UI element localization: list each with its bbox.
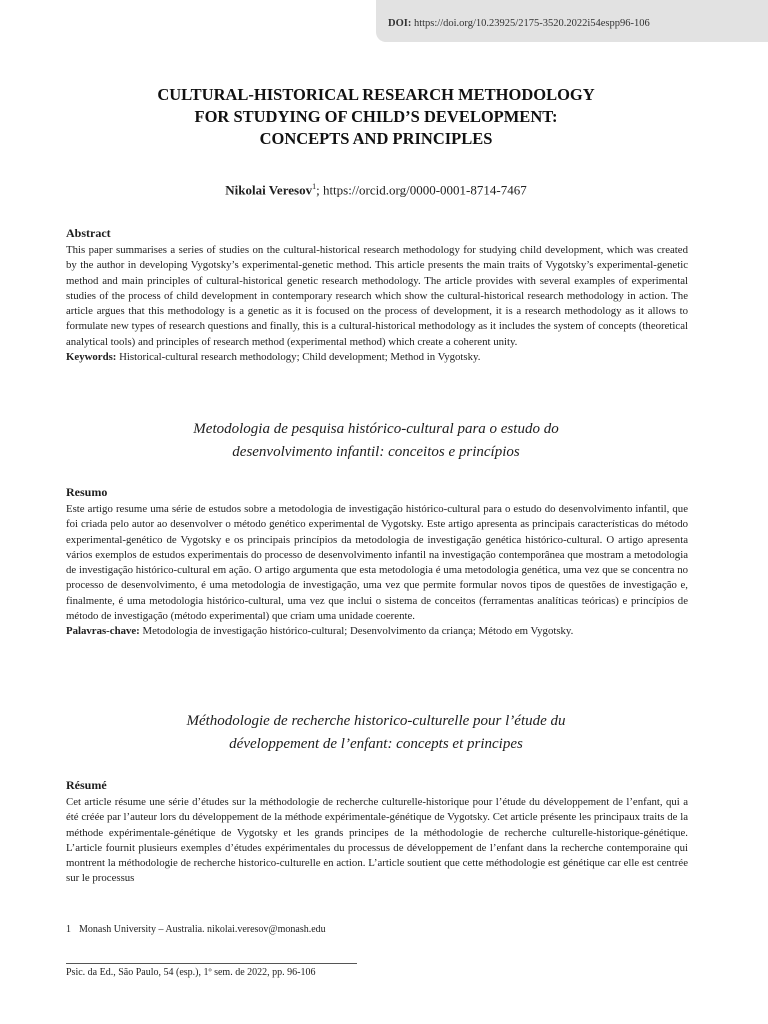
doi-text [388,18,650,29]
footnote [66,924,326,935]
title-line-2: FOR STUDYING OF CHILD’S DEVELOPMENT: [194,107,558,126]
resumo-body [66,502,688,640]
abstract-keywords [66,350,688,365]
footnote-text: Monash University – Australia. nikolai.veresov@monash.edu [79,924,326,935]
author-orcid[interactable]: ; https://orcid.org/0000-0001-8714-7467 [316,182,527,198]
french-title [60,710,692,755]
keywords-label: Keywords: [66,351,117,364]
resume-heading: Résumé [66,778,107,792]
resume-body [66,795,688,887]
author-line [60,182,692,198]
doi-banner [376,0,768,42]
footer-divider [66,963,357,964]
resumo-keywords [66,624,688,639]
abstract-body [66,243,688,365]
author-footnote-mark: 1 [312,182,317,191]
french-title-line-1: Méthodologie de recherche historico-culturelle pour l’étude du [186,713,566,729]
resume-text: Cet article résume une série d’études sur la méthodologie de recherche culturelle-historique pour l’étude du développement de l’enfant, qui a été créée par l’auteur lors du développement de la méthode expérimentale-génétique de Vygotsky. Cet article présente les principaux traits de la méthode expérimentale-génétique de Vygotsky et les grands principes de la méthodologie de recherche culturelle-historique-génétique. L’article fournit plusieurs exemples d’études expérimentales du processus de développement de l’enfant dans la recherche contemporaine qui montrent la méthodologie de recherche historico-culturelle en action. L’article soutient que cette méthodologie est génétique car elle est centrée sur le processus [66,796,688,885]
french-title-line-2: développement de l’enfant: concepts et principes [229,735,523,752]
abstract-heading: Abstract [66,226,111,240]
resumo-text: Este artigo resume uma série de estudos sobre a metodologia de investigação histórico-cultural para o estudo do desenvolvimento infantil, que foi criada pelo autor ao desenvolver o método genético experimental de Vygotsky. Este artigo apresenta as principais características do método experimental-genético de Vygotsky e os principais princípios da metodologia de investigação genética histórico-cultural. O artigo apresenta vários exemplos de estudos experimentais do processo de desenvolvimento infantil na investigação contemporânea que mostram a metodologia de investigação histórico-cultural em ação. O artigo argumenta que esta metodologia é uma metodologia genética, uma vez que se concentra no processo de desenvolvimento, é uma metodologia de investigação, uma vez que permite formular novos tipos de questões de investigação e, finalmente, é uma metodologia histórico-cultural, uma vez que inclui o sistema de conceitos (ferramentas analíticas teóricas) e princípios de método de investigação (método experimental) que criam uma unidade coerente. [66,503,688,623]
portuguese-title-line-2: desenvolvimento infantil: conceitos e princípios [232,443,520,460]
abstract-text: This paper summarises a series of studies on the cultural-historical research methodology for studying child development, which was created by the author in developing Vygotsky’s experimental-genetic method. This article presents the main traits of Vygotsky’s experimental-genetic method and main principles of cultural-historical genetic research methodology. The article provides with several examples of experimental studies of the process of child development in contemporary research which show the cultural-historical research methodology in action. The article argues that this methodology is a genetic as it is focused on the process of development, it is a research methodology as it allows to formulate new types of research questions and finally, this is a cultural-historical methodology as it includes the system of concepts (theoretical analytical tools) and principles of research method (experimental method) which create a coherent unity. [66,244,688,348]
portuguese-title [60,418,692,463]
resumo-heading: Resumo [66,485,108,499]
palavras-chave-label: Palavras-chave: [66,625,140,638]
keywords-text: Historical-cultural research methodology; Child development; Method in Vygotsky. [116,351,481,364]
author-name: Nikolai Veresov [225,182,313,198]
portuguese-title-line-1: Metodologia de pesquisa histórico-cultural para o estudo do [193,421,559,437]
doi-label: DOI: [388,18,412,29]
footnote-number: 1 [66,924,71,935]
article-title [60,84,692,150]
title-line-3: CONCEPTS AND PRINCIPLES [259,129,493,148]
palavras-chave-text: Metodologia de investigação histórico-cultural; Desenvolvimento da criança; Método em Vygotsky. [139,625,574,638]
doi-link[interactable]: https://doi.org/10.23925/2175-3520.2022i54espp96-106 [413,18,650,29]
title-line-1: CULTURAL-HISTORICAL RESEARCH METHODOLOGY [157,85,595,104]
footer-citation: Psic. da Ed., São Paulo, 54 (esp.), 1º sem. de 2022, pp. 96-106 [66,967,316,978]
